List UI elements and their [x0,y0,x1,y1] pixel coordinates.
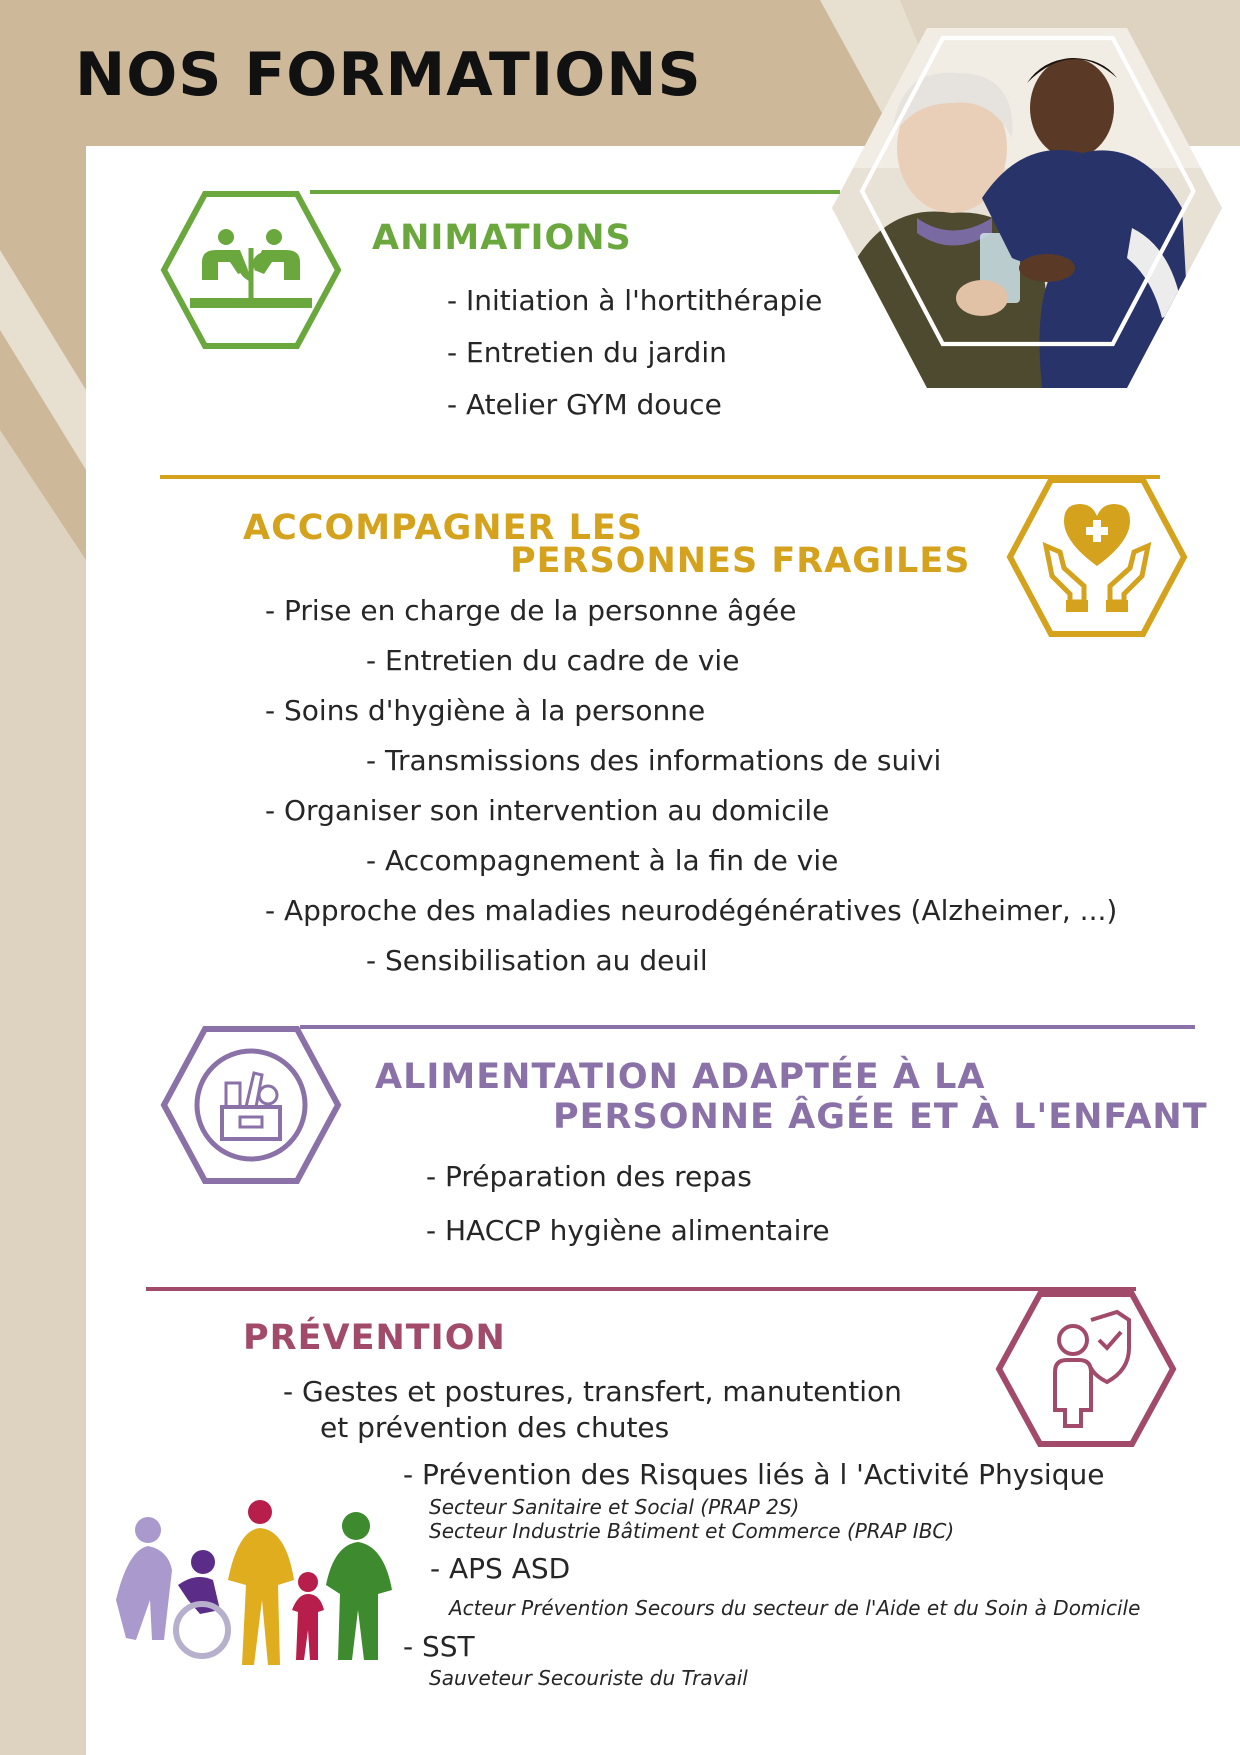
sst-sub: Sauveteur Secouriste du Travail [429,1666,748,1690]
gestes-line-1: - Gestes et postures, transfert, manutention [283,1375,902,1408]
list-item: - Organiser son intervention au domicile [265,794,830,827]
grocery-box-icon [160,1025,342,1185]
section-title-animations: ANIMATIONS [372,218,632,258]
list-item: - Accompagnement à la fin de vie [366,844,839,877]
sst-item: - SST [403,1630,475,1663]
list-item: - Transmissions des informations de suivi [366,744,942,777]
list-item: - Prise en charge de la personne âgée [265,594,797,627]
list-item: - Entretien du jardin [447,336,727,369]
prap-sub-1: Secteur Sanitaire et Social (PRAP 2S) [429,1495,800,1519]
separator-prevention [146,1287,1136,1291]
section-title-alimentation-line1: ALIMENTATION ADAPTÉE À LA [375,1057,986,1097]
person-shield-icon [995,1290,1177,1448]
section-title-alimentation-line2: PERSONNE ÂGÉE ET À L'ENFANT [553,1097,1208,1137]
separator-animations [310,190,840,194]
page-title: NOS FORMATIONS [75,40,702,110]
list-item: - Préparation des repas [426,1160,752,1193]
list-item: - Soins d'hygiène à la personne [265,694,706,727]
aps-item: - APS ASD [430,1552,571,1585]
list-item: - Approche des maladies neurodégénératives (Alzheimer, ...) [265,894,1118,927]
gestes-line-2: et prévention des chutes [320,1411,670,1444]
section-title-prevention: PRÉVENTION [243,1318,506,1358]
gardening-people-icon [160,190,342,350]
prap-sub-2: Secteur Industrie Bâtiment et Commerce (PRAP IBC) [429,1519,955,1543]
list-item: - HACCP hygiène alimentaire [426,1214,830,1247]
list-item: - Entretien du cadre de vie [366,644,740,677]
list-item: - Initiation à l'hortithérapie [447,284,823,317]
caregiver-photo [832,28,1222,388]
list-item: - Atelier GYM douce [447,388,722,421]
list-item: - Sensibilisation au deuil [366,944,708,977]
prap-item: - Prévention des Risques liés à l 'Activité Physique [403,1458,1105,1491]
separator-alimentation [300,1025,1195,1029]
family-illustration [108,1490,408,1670]
section-title-accompagner-line1: ACCOMPAGNER LES [243,508,644,548]
hands-heart-icon [1006,476,1188,638]
section-title-accompagner-line2: PERSONNES FRAGILES [510,541,971,581]
aps-sub: Acteur Prévention Secours du secteur de l'Aide et du Soin à Domicile [449,1596,1141,1620]
